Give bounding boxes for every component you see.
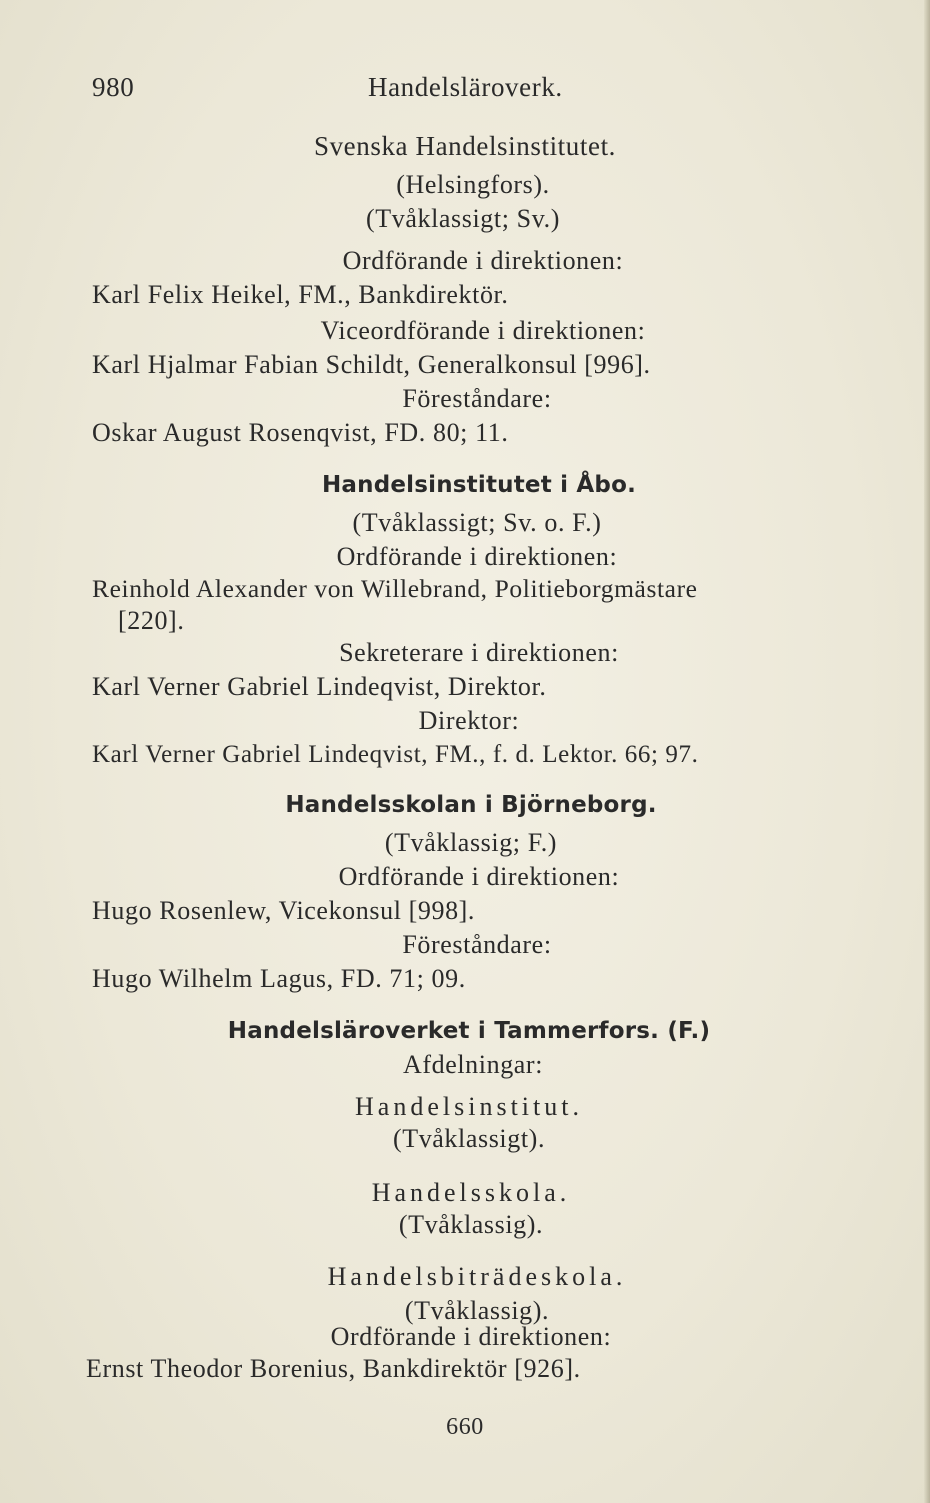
text-line: Karl Hjalmar Fabian Schildt, Generalkonsul [996]. bbox=[92, 350, 651, 379]
page-number: 980 bbox=[92, 72, 135, 102]
text-line: (Helsingfors). bbox=[396, 170, 550, 199]
text-line: Karl Felix Heikel, FM., Bankdirektör. bbox=[92, 280, 509, 309]
section-title-svenska-handelsinstitutet: Svenska Handelsinstitutet. bbox=[313, 131, 617, 161]
text-line: Viceordförande i direktionen: bbox=[320, 316, 646, 345]
subsection-title: Handelsbiträdeskola. bbox=[327, 1262, 627, 1291]
text-line: Direktor: bbox=[418, 706, 520, 735]
page-signature: 660 bbox=[446, 1414, 484, 1440]
subsection-title: Handelsinstitut. bbox=[355, 1092, 583, 1121]
text-line: Karl Verner Gabriel Lindeqvist, Direktor. bbox=[92, 672, 547, 701]
running-title: Handelsläroverk. bbox=[368, 72, 563, 102]
text-line: Ordförande i direktionen: bbox=[338, 862, 620, 891]
text-line: Ordförande i direktionen: bbox=[342, 246, 624, 275]
text-line: Ordförande i direktionen: bbox=[330, 1322, 612, 1351]
section-title-handelsinstitutet-abo: Handelsinstitutet i Åbo. bbox=[321, 472, 637, 498]
text-line: Hugo Wilhelm Lagus, FD. 71; 09. bbox=[92, 964, 466, 993]
text-line: Reinhold Alexander von Willebrand, Politieborgmästare bbox=[92, 574, 698, 603]
text-line: Föreståndare: bbox=[402, 384, 552, 413]
text-line: Föreståndare: bbox=[402, 930, 552, 959]
text-line: (Tvåklassig). bbox=[398, 1210, 544, 1239]
text-line: (Tvåklassigt). bbox=[392, 1124, 546, 1153]
text-line: Afdelningar: bbox=[402, 1050, 544, 1079]
text-line: Hugo Rosenlew, Vicekonsul [998]. bbox=[92, 896, 476, 925]
text-line: [220]. bbox=[118, 606, 185, 635]
text-line: Ordförande i direktionen: bbox=[336, 542, 618, 571]
text-line: Ernst Theodor Borenius, Bankdirektör [926]. bbox=[86, 1354, 581, 1383]
text-line: Sekreterare i direktionen: bbox=[339, 638, 619, 667]
section-title-handelslaroverket-tammerfors: Handelsläroverket i Tammerfors. (F.) bbox=[227, 1018, 711, 1044]
text-line: (Tvåklassigt; Sv. o. F.) bbox=[352, 508, 602, 537]
text-line: (Tvåklassigt; Sv.) bbox=[366, 204, 560, 233]
text-line: Oskar August Rosenqvist, FD. 80; 11. bbox=[92, 418, 509, 447]
text-line: (Tvåklassig; F.) bbox=[384, 828, 558, 857]
text-line: (Tvåklassig). bbox=[404, 1296, 550, 1325]
text-line: Karl Verner Gabriel Lindeqvist, FM., f. d. Lektor. 66; 97. bbox=[92, 741, 699, 768]
subsection-title: Handelsskola. bbox=[371, 1178, 571, 1207]
section-title-handelsskolan-bjorneborg: Handelsskolan i Björneborg. bbox=[285, 792, 657, 818]
